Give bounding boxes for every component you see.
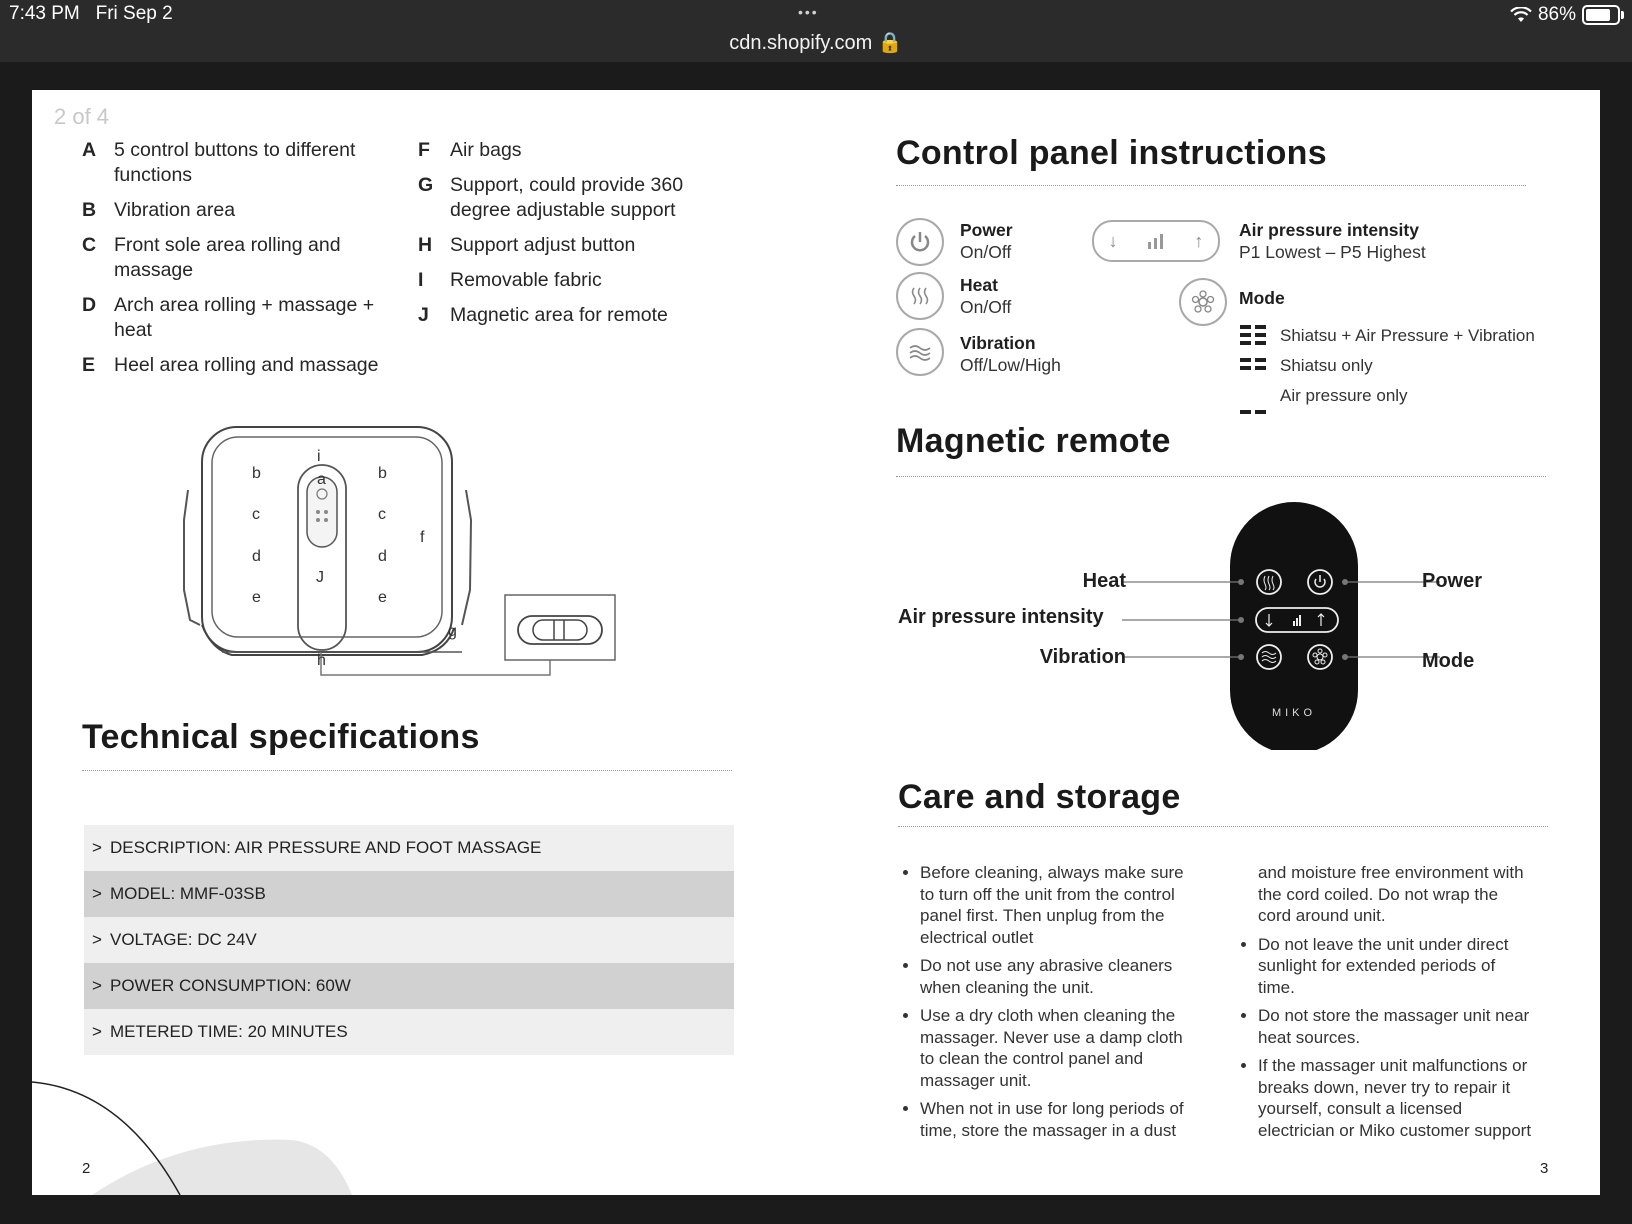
part-letter: F [418, 139, 430, 161]
wifi-icon [1510, 7, 1532, 23]
part-item [82, 353, 382, 378]
part-letter: G [418, 174, 434, 196]
part-item [418, 268, 708, 293]
part-item [418, 303, 708, 328]
part-text: Support, could provide 360 degree adjustable support [450, 174, 684, 221]
air-title: Air pressure intensity [1239, 220, 1419, 240]
part-text: Removable fabric [450, 269, 602, 291]
address-bar[interactable] [0, 30, 1632, 55]
spec-text: MODEL: MMF-03SB [110, 884, 266, 903]
control-panel-title: Control panel instructions [896, 134, 1327, 172]
power-sub: On/Off [960, 242, 1012, 262]
page-counter: 2 of 4 [54, 104, 110, 129]
magnetic-remote-divider [896, 476, 1546, 477]
parts-list-left [82, 138, 382, 388]
vibration-icon [896, 328, 944, 376]
care-list-left [896, 862, 1196, 1148]
battery-icon [1582, 5, 1620, 25]
diagram-label-h: h [317, 652, 326, 669]
page-number-left: 2 [82, 1160, 91, 1177]
control-panel-divider [896, 185, 1526, 186]
magnetic-remote-title: Magnetic remote [896, 422, 1171, 460]
diagram-label-j: J [316, 569, 324, 586]
diagram-label-e: e [378, 589, 387, 606]
spec-row [84, 917, 734, 963]
part-item [82, 138, 382, 188]
part-text: Support adjust button [450, 234, 636, 256]
part-letter: J [418, 304, 429, 326]
date-text: Fri Sep 2 [95, 3, 173, 24]
care-item: • Do not leave the unit under direct sunlight for extended periods of time. [1258, 934, 1534, 999]
spec-row [84, 1009, 734, 1055]
part-text: Vibration area [114, 199, 236, 221]
care-item: • When not in use for long periods of time, store the massager in a dust [920, 1098, 1196, 1141]
lock-icon: 🔒 [877, 32, 903, 54]
part-letter: H [418, 234, 433, 256]
decorative-swoosh [32, 1080, 352, 1195]
care-item: • Do not use any abrasive cleaners when cleaning the unit. [920, 955, 1196, 998]
part-letter: E [82, 354, 96, 376]
status-time [9, 3, 173, 25]
chevron-right-icon: > [92, 838, 102, 857]
chevron-right-icon: > [92, 1022, 102, 1041]
care-list-right [1234, 862, 1534, 1148]
url-text[interactable]: cdn.shopify.com [729, 32, 873, 54]
diagram-label-a: a [317, 471, 326, 488]
spec-text: POWER CONSUMPTION: 60W [110, 976, 351, 995]
parts-list-right [418, 138, 708, 338]
massager-diagram [172, 420, 632, 685]
mode-item: Shiatsu + Air Pressure + Vibration [1280, 326, 1535, 345]
care-item: • Use a dry cloth when cleaning the massager. Never use a damp cloth to clean the control panel and massager unit. [920, 1005, 1196, 1091]
mode-shiatsu-air-vibration-icon [1240, 325, 1266, 345]
diagram-label-g: g [448, 623, 457, 640]
mode-air-icon [1240, 410, 1266, 414]
more-dots-icon[interactable]: ••• [798, 4, 819, 20]
part-letter: I [418, 269, 424, 291]
part-item [82, 233, 382, 283]
mode-item: Shiatsu only [1280, 356, 1373, 375]
part-text: 5 control buttons to different functions [114, 139, 356, 186]
part-item [82, 198, 382, 223]
spec-row [84, 825, 734, 871]
part-letter: D [82, 294, 97, 316]
bars-icon [1147, 233, 1165, 249]
tech-specs-title: Technical specifications [82, 718, 480, 756]
status-bar [0, 0, 1632, 62]
care-item-continued: and moisture free environment with the cord coiled. Do not wrap the cord around unit. [1258, 863, 1524, 925]
power-title: Power [960, 220, 1013, 240]
remote-heat-label: Heat [1082, 570, 1126, 592]
remote-mode-label: Mode [1422, 650, 1475, 672]
mode-icon [1179, 278, 1227, 326]
air-sub: P1 Lowest – P5 Highest [1239, 242, 1426, 262]
care-item: • Before cleaning, always make sure to turn off the unit from the control panel first. Then unplug from the electrical outlet [920, 862, 1196, 948]
chevron-right-icon: > [92, 930, 102, 949]
part-text: Arch area rolling + massage + heat [114, 294, 375, 341]
chevron-right-icon: > [92, 884, 102, 903]
mode-title: Mode [1239, 288, 1285, 308]
status-right [1510, 4, 1620, 26]
part-item [418, 233, 708, 258]
spec-text: VOLTAGE: DC 24V [110, 930, 257, 949]
mode-shiatsu-icon [1240, 358, 1266, 370]
document-page[interactable] [32, 90, 1600, 1195]
remote-illustration [1112, 490, 1442, 750]
care-item: • If the massager unit malfunctions or breaks down, never try to repair it yourself, consult a licensed electrician or Miko customer support [1258, 1055, 1534, 1141]
diagram-label-d: d [378, 548, 387, 565]
care-storage-divider [898, 826, 1548, 827]
care-item: • Do not store the massager unit near heat sources. [1258, 1005, 1534, 1048]
heat-icon [896, 272, 944, 320]
heat-sub: On/Off [960, 297, 1012, 317]
spec-text: METERED TIME: 20 MINUTES [110, 1022, 348, 1041]
remote-brand: MIKO [1271, 707, 1317, 719]
spec-text: DESCRIPTION: AIR PRESSURE AND FOOT MASSAGE [110, 838, 542, 857]
diagram-label-c: c [252, 506, 260, 523]
mode-item: Air pressure only [1280, 386, 1408, 405]
diagram-label-d: d [252, 548, 261, 565]
remote-power-label: Power [1422, 570, 1483, 592]
part-text: Air bags [450, 139, 522, 161]
arrow-up-icon: ↑ [1194, 230, 1204, 251]
heat-title: Heat [960, 275, 998, 295]
part-letter: C [82, 234, 97, 256]
page-number-right: 3 [1540, 1160, 1549, 1177]
part-item [418, 173, 708, 223]
remote-vibration-label: Vibration [1039, 646, 1126, 668]
part-text: Magnetic area for remote [450, 304, 668, 326]
part-item [418, 138, 708, 163]
remote-air-label: Air pressure intensity [898, 606, 1104, 628]
diagram-label-i: i [317, 448, 321, 465]
part-text: Heel area rolling and massage [114, 354, 379, 376]
care-storage-title: Care and storage [898, 778, 1181, 816]
diagram-label-b: b [378, 465, 387, 482]
vibration-title: Vibration [960, 333, 1036, 353]
time-text: 7:43 PM [9, 3, 80, 24]
power-icon [896, 218, 944, 266]
part-letter: B [82, 199, 97, 221]
part-text: Front sole area rolling and massage [114, 234, 341, 281]
diagram-label-f: f [420, 529, 425, 546]
air-pressure-pill-icon [1092, 220, 1220, 262]
spec-row [84, 871, 734, 917]
tech-specs-divider [82, 770, 732, 771]
vibration-sub: Off/Low/High [960, 355, 1061, 375]
arrow-down-icon: ↓ [1108, 230, 1118, 251]
chevron-right-icon: > [92, 976, 102, 995]
diagram-label-b: b [252, 465, 261, 482]
part-item [82, 293, 382, 343]
spec-row [84, 963, 734, 1009]
part-letter: A [82, 139, 97, 161]
battery-percent: 86% [1537, 4, 1576, 25]
diagram-label-c: c [378, 506, 386, 523]
diagram-label-e: e [252, 589, 261, 606]
